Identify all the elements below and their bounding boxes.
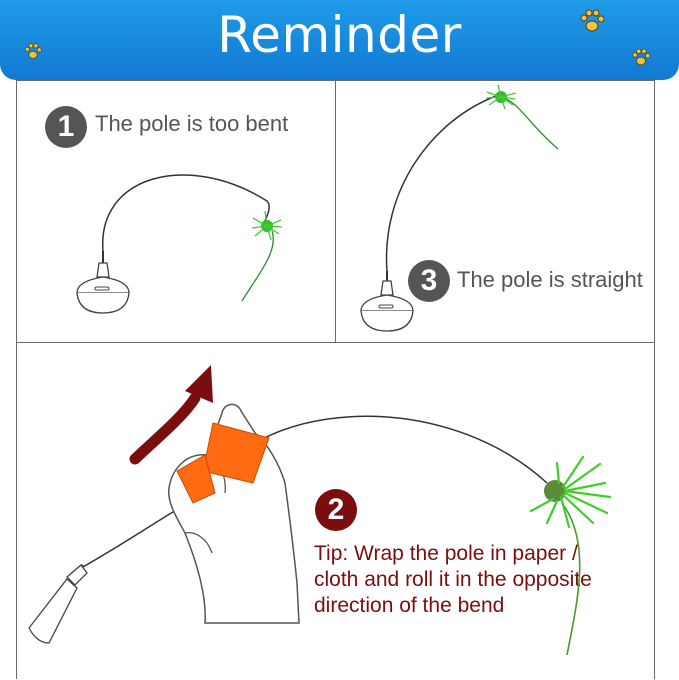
step-1-text: The pole is too bent	[95, 111, 289, 136]
step-1-badge: 1	[45, 106, 87, 148]
step-3-badge: 3	[408, 260, 450, 302]
header-banner	[0, 0, 679, 80]
tip-text: Tip: Wrap the pole in paper / cloth and roll it in the opposite direction of the bend	[314, 542, 592, 617]
step-2-badge: 2	[315, 489, 357, 531]
paw-icons	[0, 0, 679, 80]
paw-icon	[581, 10, 604, 31]
step-2-panel	[16, 342, 655, 679]
step-3-text: The pole is straight	[457, 267, 643, 292]
curved-arrow-icon	[135, 365, 213, 459]
paw-icon	[633, 49, 650, 65]
straight-pole-illustration	[336, 81, 656, 345]
paw-icon	[25, 44, 41, 59]
step-1-panel	[16, 80, 337, 344]
bent-pole-illustration	[17, 81, 338, 345]
cat-toy-base-icon	[77, 251, 129, 313]
feather-ball-icon	[486, 85, 516, 109]
tip-illustration	[17, 343, 656, 680]
pole-handle-icon	[29, 565, 87, 643]
page-title: Reminder	[217, 6, 462, 64]
step-3-panel	[335, 80, 655, 344]
cat-toy-base-icon	[361, 271, 413, 331]
